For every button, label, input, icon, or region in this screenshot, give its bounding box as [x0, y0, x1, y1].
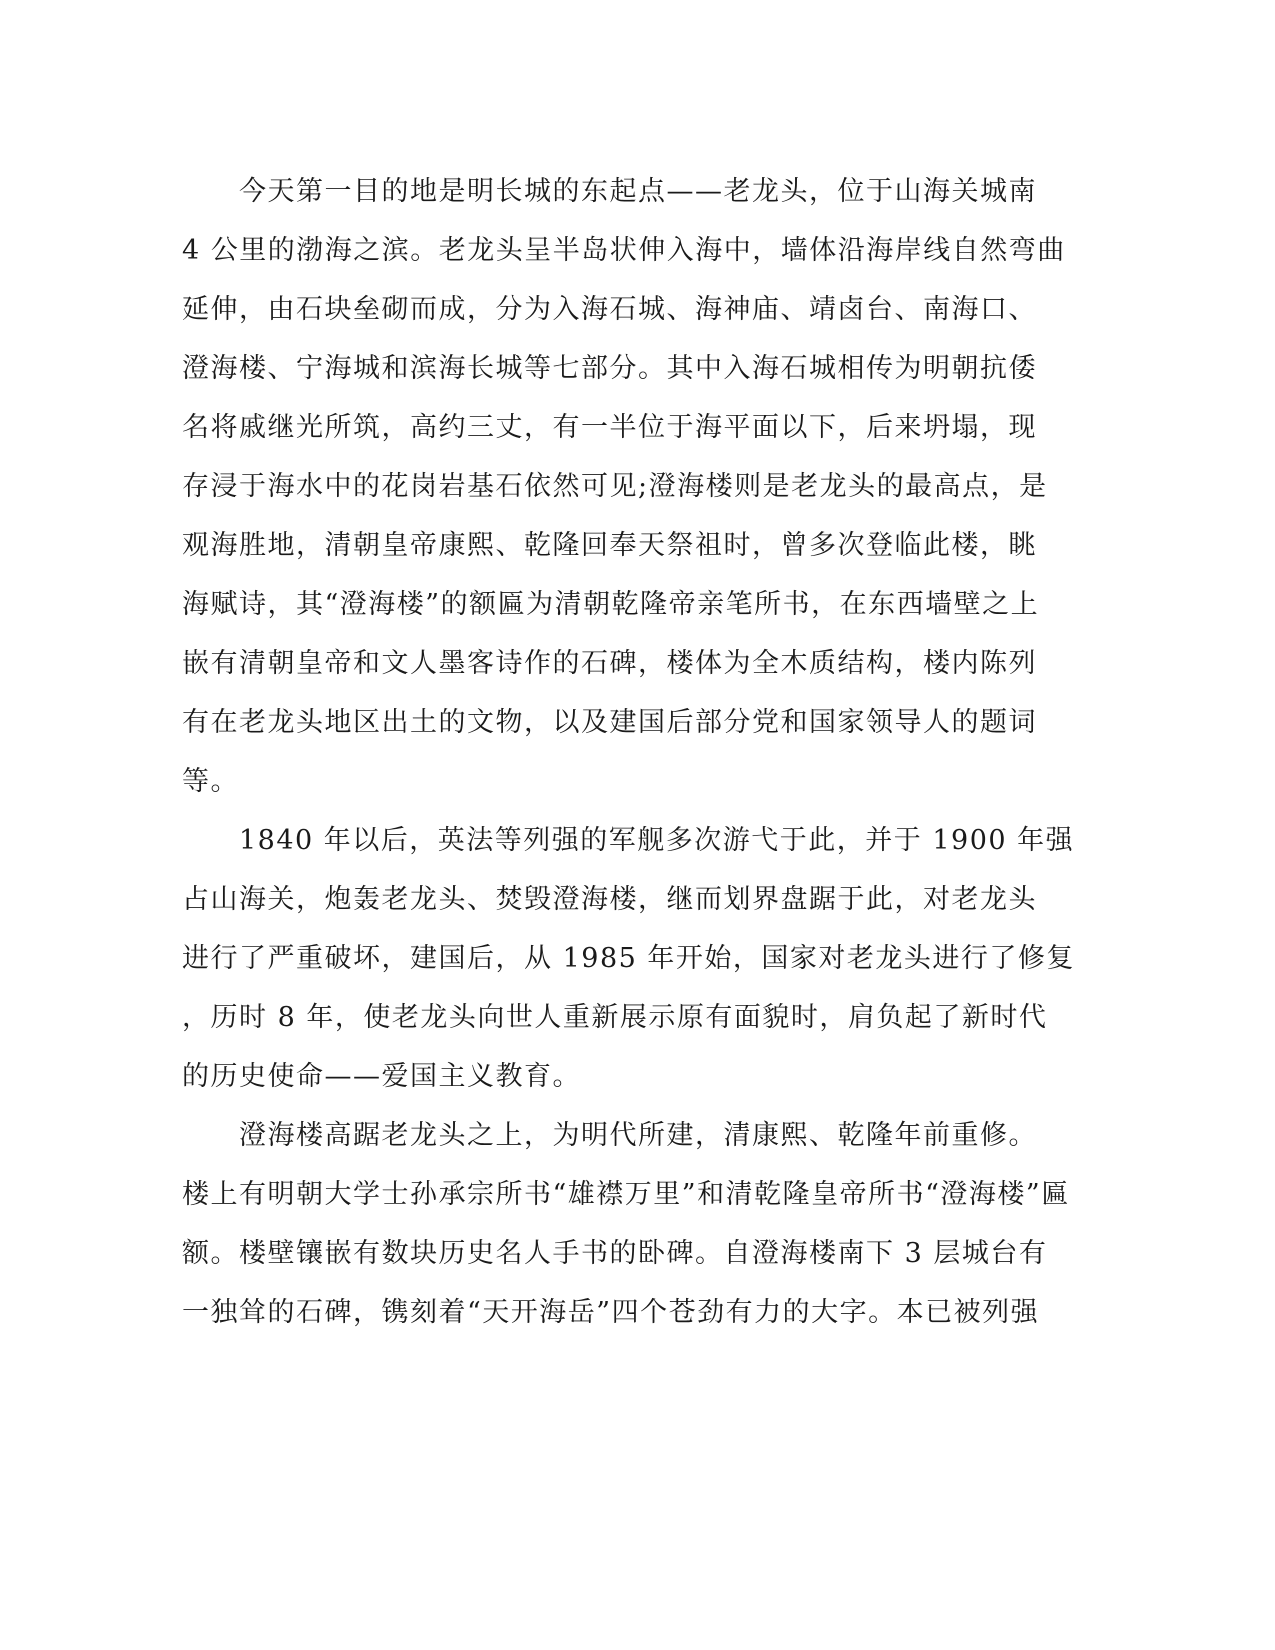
text-line: 等。	[182, 766, 239, 797]
text-line: 澄海楼、宁海城和滨海长城等七部分。其中入海石城相传为明朝抗倭	[182, 353, 1037, 384]
text-line: 名将戚继光所筑，高约三丈，有一半位于海平面以下，后来坍塌，现	[182, 412, 1037, 443]
text-line: 观海胜地，清朝皇帝康熙、乾隆回奉天祭祖时，曾多次登临此楼，眺	[182, 530, 1037, 561]
body-text	[182, 162, 1075, 1342]
paragraph-1	[182, 162, 1066, 811]
text-line: 占山海关，炮轰老龙头、焚毁澄海楼，继而划界盘踞于此，对老龙头	[182, 884, 1037, 915]
text-line: 一独耸的石碑，镌刻着“天开海岳”四个苍劲有力的大字。本已被列强	[182, 1297, 1040, 1328]
text-line: 额。楼壁镶嵌有数块历史名人手书的卧碑。自澄海楼南下 3 层城台有	[182, 1238, 1048, 1269]
text-line: ，历时 8 年，使老龙头向世人重新展示原有面貌时，肩负起了新时代	[182, 1002, 1048, 1033]
text-line: 进行了严重破坏，建国后，从 1985 年开始，国家对老龙头进行了修复	[182, 943, 1075, 974]
text-line: 4 公里的渤海之滨。老龙头呈半岛状伸入海中，墙体沿海岸线自然弯曲	[182, 235, 1066, 266]
text-line: 有在老龙头地区出土的文物，以及建国后部分党和国家领导人的题词	[182, 707, 1037, 738]
text-line: 今天第一目的地是明长城的东起点——老龙头，位于山海关城南	[182, 176, 1037, 207]
text-line: 海赋诗，其“澄海楼”的额匾为清朝乾隆帝亲笔所书，在东西墙壁之上	[182, 589, 1040, 620]
text-line: 1840 年以后，英法等列强的军舰多次游弋于此，并于 1900 年强	[182, 825, 1075, 856]
text-line: 的历史使命——爱国主义教育。	[182, 1061, 581, 1092]
text-line: 延伸，由石块垒砌而成，分为入海石城、海神庙、靖卤台、南海口、	[182, 294, 1037, 325]
paragraph-3	[182, 1106, 1070, 1342]
text-line: 澄海楼高踞老龙头之上，为明代所建，清康熙、乾隆年前重修。	[182, 1120, 1037, 1151]
text-line: 存浸于海水中的花岗岩基石依然可见;澄海楼则是老龙头的最高点，是	[182, 471, 1048, 502]
text-line: 嵌有清朝皇帝和文人墨客诗作的石碑，楼体为全木质结构，楼内陈列	[182, 648, 1037, 679]
paragraph-2	[182, 811, 1075, 1106]
text-line: 楼上有明朝大学士孙承宗所书“雄襟万里”和清乾隆皇帝所书“澄海楼”匾	[182, 1179, 1070, 1210]
